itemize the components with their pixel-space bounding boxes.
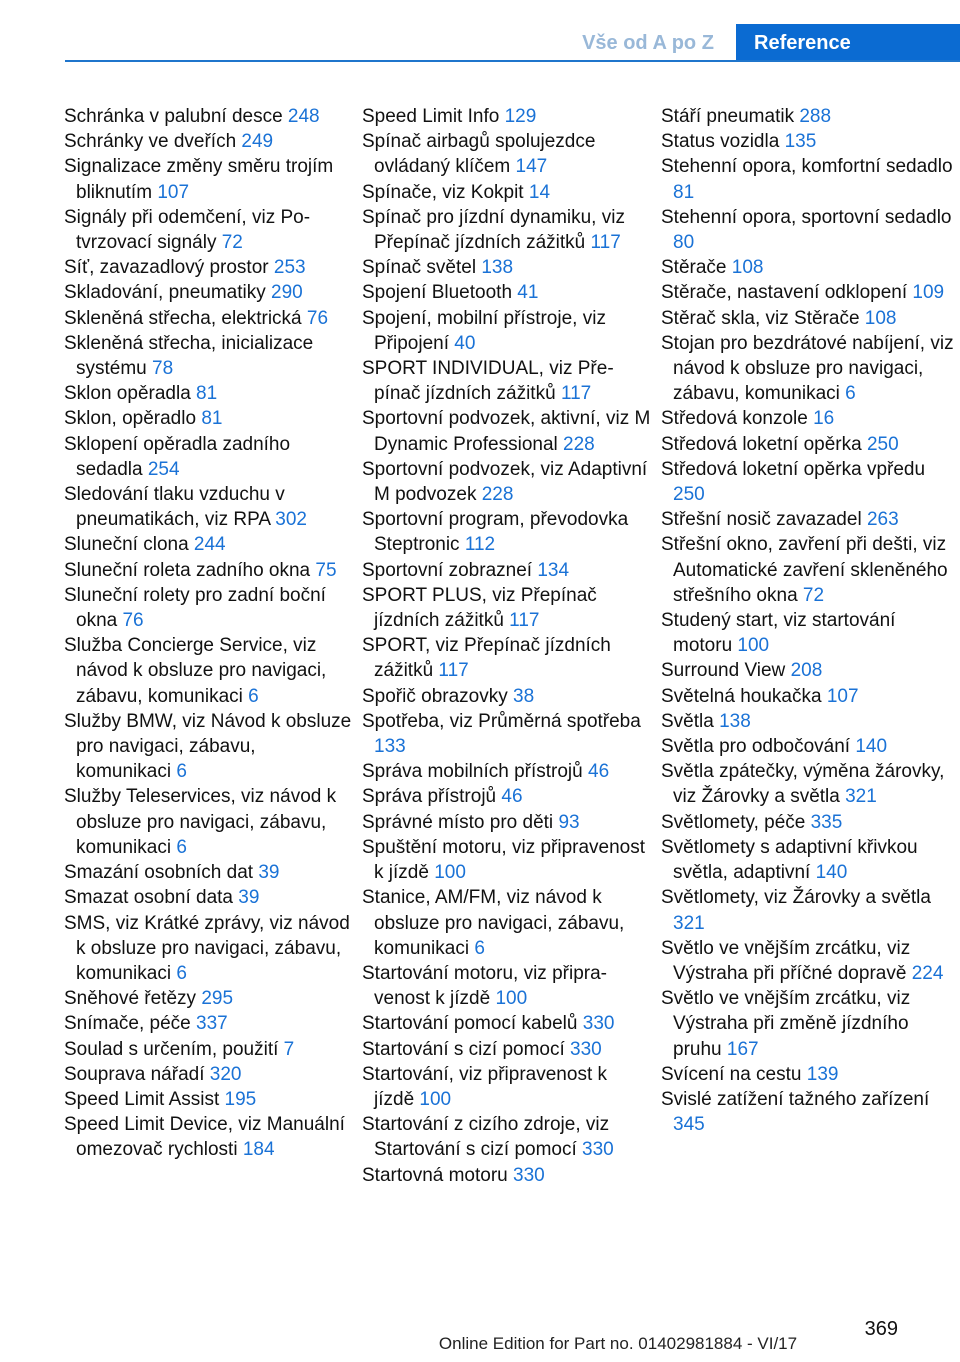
index-entry (661, 936, 956, 986)
index-entry (362, 1062, 652, 1112)
index-term: Sportovní program, převodovka Steptronic (362, 509, 629, 556)
index-entry (362, 406, 652, 456)
index-term: Skleněná střecha, elektrická (64, 307, 307, 329)
footer-edition: Online Edition for Part no. 01402981884 - VI/17 (438, 1334, 798, 1353)
page-link[interactable]: 138 (719, 710, 751, 732)
index-entry (362, 885, 652, 961)
page-link[interactable]: 93 (558, 811, 580, 833)
page-link[interactable]: 100 (419, 1088, 452, 1110)
page-link[interactable]: 107 (826, 685, 859, 707)
index-entry (661, 306, 956, 331)
index-term: Střešní nosič zavazadel (661, 509, 867, 531)
page-link[interactable]: 108 (731, 257, 764, 279)
page-link[interactable]: 290 (271, 282, 303, 304)
page-link[interactable]: 108 (864, 307, 897, 329)
page-link[interactable]: 228 (563, 433, 595, 455)
index-term: Schránky ve dveřích (64, 131, 242, 153)
index-entry (661, 129, 956, 154)
index-term: Startování, viz připravenost k jízdě (362, 1063, 607, 1110)
index-entry (362, 180, 652, 205)
index-term: Skladování, pneumatiky (64, 282, 272, 304)
index-entry (362, 356, 652, 406)
page-link[interactable]: 81 (196, 383, 218, 405)
page-link[interactable]: 195 (224, 1088, 257, 1110)
index-term: Světlo ve vnějším zrcátku, viz Výstraha při změně jízdního pruhu (661, 988, 911, 1060)
page-link[interactable]: 147 (515, 156, 548, 178)
index-term: Spořič obrazovky (362, 685, 514, 707)
index-term: Speed Limit Device, viz Manuální omezovač rychlosti (64, 1114, 345, 1161)
index-term: SPORT INDIVIDUAL, viz Přepínač jízdních zážitků (362, 358, 614, 405)
index-term: Správa přístrojů (362, 786, 502, 808)
page-link[interactable]: 228 (481, 484, 514, 506)
index-term: Speed Limit Info (362, 106, 505, 127)
index-term: Stěrače, nastavení odklopení (661, 282, 913, 304)
index-entry (362, 709, 652, 759)
index-term: SMS, viz Krátké zprávy, viz návod k obsluze pro navigaci, zábavu, komunikaci (64, 912, 350, 984)
page-link[interactable]: 39 (258, 862, 280, 884)
index-term: Sportovní zobrazneí (362, 559, 538, 581)
index-entry (64, 885, 354, 910)
index-column-2 (362, 104, 652, 1188)
index-entry (661, 532, 956, 608)
index-entry (64, 1062, 354, 1087)
page-link[interactable]: 250 (673, 484, 705, 506)
index-entry (362, 633, 652, 683)
page-link[interactable]: 330 (582, 1139, 614, 1161)
index-entry (362, 205, 652, 255)
index-term: Sportovní podvozek, aktivní, viz M Dynamic Professional (362, 408, 651, 455)
index-term: Služby BMW, viz Návod k obsluze pro navigaci, zábavu, komunikaci (64, 710, 352, 783)
index-term: Startovná motoru (362, 1164, 514, 1186)
index-entry (661, 759, 956, 809)
page-link[interactable]: 224 (911, 962, 944, 984)
index-entry (661, 709, 956, 734)
index-entry (661, 154, 956, 204)
index-entry (661, 406, 956, 431)
index-column-1 (64, 104, 354, 1163)
index-entry (362, 104, 652, 129)
page-link[interactable]: 117 (590, 232, 621, 254)
index-entry (661, 507, 956, 532)
index-term: Stáří pneumatik (661, 106, 800, 127)
index-entry (64, 381, 354, 406)
page-link[interactable]: 321 (845, 786, 877, 808)
index-term: Sledování tlaku vzduchu v pneumatikách, viz RPA (64, 484, 285, 531)
index-entry (64, 129, 354, 154)
page-link[interactable]: 129 (504, 106, 537, 127)
index-entry (362, 759, 652, 784)
index-entry (362, 255, 652, 280)
index-entry (64, 306, 354, 331)
index-entry (64, 784, 354, 860)
index-term: Stanice, AM/FM, viz návod k obsluze pro navigaci, zábavu, komunikaci (362, 887, 625, 959)
page-link[interactable]: 140 (855, 736, 888, 758)
page-link[interactable]: 117 (560, 383, 592, 405)
index-term: Síť, zavazadlový prostor (64, 257, 274, 279)
page-link[interactable]: 254 (147, 458, 180, 480)
index-entry (661, 331, 956, 407)
index-term: Surround View (661, 660, 791, 682)
page-link[interactable]: 117 (438, 660, 469, 682)
page-link[interactable]: 80 (673, 232, 695, 254)
index-term: Signály při odemčení, viz Potvrzovací signály (64, 206, 311, 254)
index-term: Služba Concierge Service, viz návod k obsluze pro navigaci, zábavu, komunikaci (64, 635, 327, 707)
index-entry (661, 835, 956, 885)
page-link[interactable]: 39 (238, 887, 260, 909)
page-link[interactable]: 72 (802, 584, 825, 606)
page-link[interactable]: 112 (464, 534, 496, 556)
page-link[interactable]: 46 (501, 786, 523, 808)
page-link[interactable]: 184 (242, 1139, 275, 1161)
page-link[interactable]: 6 (474, 937, 485, 959)
index-term: Svislé zatížení tažného zařízení (661, 1088, 930, 1110)
page-link[interactable]: 6 (248, 685, 259, 707)
page-header (0, 0, 960, 62)
index-entry (64, 154, 354, 204)
index-entry (661, 1062, 956, 1087)
index-entry (64, 432, 354, 482)
page-link[interactable]: 345 (673, 1114, 705, 1136)
index-term: Spínače, viz Kokpit (362, 181, 529, 203)
index-entry (661, 457, 956, 507)
index-entry (64, 709, 354, 785)
page-link[interactable]: 76 (306, 307, 329, 329)
index-entry (64, 331, 354, 381)
index-term: Světla zpátečky, výměna žárovky, viz Žárovky a světla (661, 761, 945, 808)
index-term: Světlomety s adaptivní křivkou světla, adaptivní (661, 836, 918, 884)
index-entry (661, 658, 956, 683)
index-term: Spínač světel (362, 257, 482, 279)
page-link[interactable]: 6 (176, 836, 187, 858)
index-entry (661, 684, 956, 709)
index-term: Startování pomocí kabelů (362, 1013, 583, 1035)
index-entry (362, 1163, 652, 1188)
page-link[interactable]: 72 (221, 232, 243, 254)
index-entry (661, 104, 956, 129)
index-entry (661, 810, 956, 835)
index-entry (362, 810, 652, 835)
index-term: Stojan pro bezdrátové nabíjení, viz návod k obsluze pro navigaci, zábavu, komunikaci (661, 332, 954, 405)
index-entry (64, 205, 354, 255)
page-link[interactable]: 134 (537, 559, 570, 581)
index-term: Studený start, viz startování motoru (661, 610, 896, 657)
page-link[interactable]: 263 (866, 509, 899, 531)
index-entry (661, 255, 956, 280)
index-entry (64, 633, 354, 709)
index-entry (64, 911, 354, 987)
index-term: Sněhové řetězy (64, 988, 202, 1010)
page-link[interactable]: 40 (454, 332, 476, 354)
index-entry (661, 1087, 956, 1137)
index-term: Schránka v palubní desce (64, 106, 288, 127)
index-term: Světlomety, péče (661, 811, 811, 833)
page-link[interactable]: 248 (287, 106, 320, 127)
page-link[interactable]: 321 (673, 912, 705, 934)
index-term: Snímače, péče (64, 1013, 197, 1035)
index-entry (362, 961, 652, 1011)
index-term: Startování s cizí pomocí (362, 1038, 571, 1060)
page-link[interactable]: 7 (283, 1038, 295, 1060)
index-entry (362, 1011, 652, 1036)
index-term: Sklon, opěradlo (64, 408, 202, 430)
index-entry (362, 684, 652, 709)
index-term: Spínač pro jízdní dynamiku, viz Přepínač jízdních zážitků (362, 206, 625, 254)
index-term: Smazat osobní data (64, 887, 239, 909)
index-term: Správné místo pro děti (362, 811, 559, 833)
section-title: Vše od A po Z (582, 32, 714, 54)
page-link[interactable]: 288 (799, 106, 832, 127)
index-entry (661, 432, 956, 457)
page-link[interactable]: 6 (176, 761, 187, 783)
index-entry (64, 1037, 354, 1062)
page-link[interactable]: 138 (481, 257, 514, 279)
index-term: Správa mobilních přístrojů (362, 761, 588, 783)
index-term: SPORT, viz Přepínač jízdních zážitků (362, 635, 611, 682)
index-term: Světla (661, 710, 720, 732)
index-entry (64, 532, 354, 557)
page-link[interactable]: 46 (588, 761, 610, 783)
page-link[interactable]: 139 (806, 1063, 839, 1085)
index-term: Svícení na cestu (661, 1063, 807, 1085)
page-link[interactable]: 38 (513, 685, 535, 707)
page-link[interactable]: 250 (866, 433, 899, 455)
page-link[interactable]: 295 (201, 988, 234, 1010)
index-term: Sklopení opěradla zadního sedadla (64, 433, 291, 480)
index-entry (64, 406, 354, 431)
index-term: Smazání osobních dat (64, 862, 259, 884)
page-link[interactable]: 16 (813, 408, 835, 430)
index-term: Startování z cizího zdroje, viz Startování s cizí pomocí (362, 1114, 610, 1161)
index-entry (362, 1112, 652, 1162)
index-entry (362, 457, 652, 507)
index-term: Světelná houkačka (661, 685, 827, 707)
index-term: Sluneční rolety pro zadní boční okna (64, 584, 326, 632)
index-entry (661, 608, 956, 658)
index-term: Stěrač skla, viz Stěrače (661, 307, 865, 329)
index-term: Sportovní podvozek, viz Adaptivní M podvozek (362, 458, 648, 506)
page-link[interactable]: 75 (315, 559, 337, 581)
index-entry (661, 885, 956, 935)
page-link[interactable]: 109 (912, 282, 945, 304)
page-link[interactable]: 335 (810, 811, 843, 833)
index-entry (64, 558, 354, 583)
reference-tab[interactable]: Reference (736, 24, 960, 62)
index-entry (362, 507, 652, 557)
page-link[interactable]: 81 (673, 181, 695, 203)
page-link[interactable]: 100 (495, 988, 528, 1010)
page-link[interactable]: 6 (845, 383, 856, 405)
page-link[interactable]: 244 (193, 534, 226, 556)
index-term: Spuštění motoru, viz připravenost k jízdě (362, 836, 646, 884)
index-entry (64, 1112, 354, 1162)
index-term: Soulad s určením, použití (64, 1038, 284, 1060)
index-column-3 (661, 104, 956, 1137)
page-link[interactable]: 117 (509, 610, 540, 632)
index-entry (64, 104, 354, 129)
index-entry (661, 280, 956, 305)
header-rule (65, 60, 960, 62)
index-term: Souprava nářadí (64, 1063, 210, 1085)
page-link[interactable]: 208 (790, 660, 823, 682)
index-term: Status vozidla (661, 131, 785, 153)
page-link[interactable]: 100 (434, 862, 466, 884)
index-term: Skleněná střecha, inicializace systému (64, 332, 314, 380)
index-entry (362, 280, 652, 305)
index-term: Světla pro odbočování (661, 736, 856, 758)
index-term: Spojení, mobilní přístroje, viz Připojení (362, 307, 606, 354)
page-link[interactable]: 135 (784, 131, 817, 153)
index-entry (64, 255, 354, 280)
index-term: Signalizace změny směru trojím bliknutím (64, 156, 334, 203)
page-link[interactable]: 14 (528, 181, 551, 203)
index-term: Střešní okno, zavření při dešti, viz Automatické zavření skleněného střešního okna (661, 534, 948, 606)
index-term: Světlomety, viz Žárovky a světla (661, 887, 931, 909)
index-term: Středová konzole (661, 408, 814, 430)
index-entry (661, 986, 956, 1062)
index-entry (362, 583, 652, 633)
index-term: SPORT PLUS, viz Přepínač jízdních zážitků (362, 584, 597, 632)
page-link[interactable]: 302 (275, 509, 307, 531)
page-link[interactable]: 100 (737, 635, 770, 657)
page-link[interactable]: 41 (517, 282, 539, 304)
index-entry (64, 986, 354, 1011)
index-term: Sluneční roleta zadního okna (64, 559, 316, 581)
page-link[interactable]: 253 (273, 257, 306, 279)
index-entry (661, 734, 956, 759)
index-entry (362, 784, 652, 809)
index-entry (64, 1087, 354, 1112)
page-link[interactable]: 76 (122, 610, 144, 632)
index-entry (64, 1011, 354, 1036)
page-link[interactable]: 133 (374, 736, 406, 758)
index-term: Spotřeba, viz Průměrná spotřeba (362, 710, 641, 732)
index-entry (64, 583, 354, 633)
index-term: Speed Limit Assist (64, 1088, 225, 1110)
index-term: Stehenní opora, sportovní sedadlo (661, 206, 952, 228)
page-link[interactable]: 140 (815, 862, 848, 884)
index-term: Středová loketní opěrka (661, 433, 867, 455)
index-entry (362, 129, 652, 179)
index-term: Sklon opěradla (64, 383, 197, 405)
page-number: 369 (864, 1318, 898, 1340)
index-term: Stehenní opora, komfortní sedadlo (661, 156, 953, 178)
page-link[interactable]: 249 (241, 131, 274, 153)
index-term: Středová loketní opěrka vpředu (661, 458, 926, 480)
index-entry (362, 1037, 652, 1062)
page-link[interactable]: 81 (201, 408, 223, 430)
index-entry (64, 482, 354, 532)
page-link[interactable]: 167 (726, 1038, 759, 1060)
page-link[interactable]: 337 (196, 1013, 228, 1035)
index-term: Spojení Bluetooth (362, 282, 518, 304)
index-term: Spínač airbagů spolujezdce ovládaný klíčem (362, 131, 596, 178)
index-entry (64, 860, 354, 885)
index-term: Sluneční clona (64, 534, 194, 556)
index-term: Startování motoru, viz připravenost k jízdě (362, 962, 607, 1010)
page-link[interactable]: 6 (176, 962, 187, 984)
index-term: Stěrače (661, 257, 732, 279)
index-term: Světlo ve vnějším zrcátku, viz Výstraha při příčné dopravě (661, 937, 912, 984)
page-link[interactable]: 330 (570, 1038, 602, 1060)
index-entry (362, 835, 652, 885)
page-link[interactable]: 320 (209, 1063, 242, 1085)
index-entry (64, 280, 354, 305)
page-link[interactable]: 107 (157, 181, 190, 203)
index-entry (362, 558, 652, 583)
index-entry (362, 306, 652, 356)
index-term: Služby Teleservices, viz návod k obsluze pro navigaci, zábavu, komunikaci (64, 786, 337, 858)
index-entry (661, 205, 956, 255)
page-link[interactable]: 330 (582, 1013, 615, 1035)
page-link[interactable]: 330 (513, 1164, 545, 1186)
page-link[interactable]: 78 (152, 358, 174, 380)
